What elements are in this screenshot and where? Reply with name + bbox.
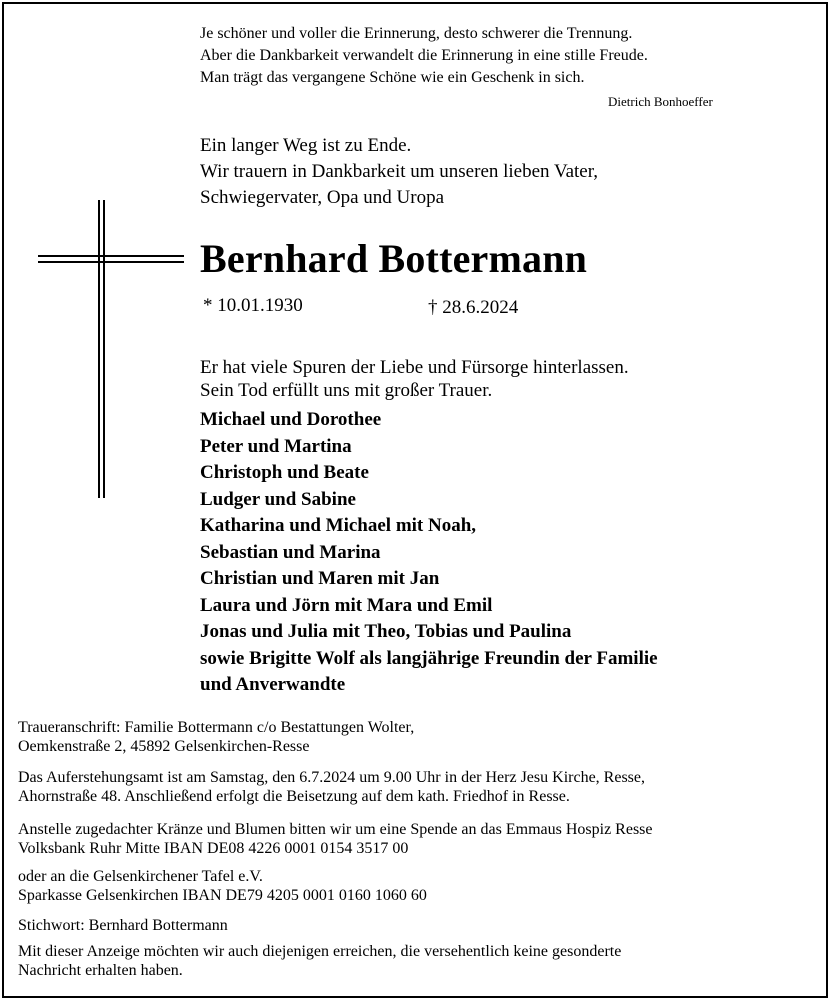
info-line: oder an die Gelsenkirchener Tafel e.V. (18, 868, 263, 885)
notice-text (18, 942, 621, 980)
tribute-line: Er hat viele Spuren der Liebe und Fürsorge hinterlassen. (200, 357, 629, 378)
family-member: Peter und Martina (200, 435, 352, 457)
family-member: Sebastian und Marina (200, 541, 381, 563)
info-line: Volksbank Ruhr Mitte IBAN DE08 4226 0001 0154 3517 00 (18, 840, 409, 857)
death-date: † 28.6.2024 (428, 297, 519, 318)
family-list (200, 407, 658, 699)
info-line: Ahornstraße 48. Anschließend erfolgt die Beisetzung auf dem kath. Friedhof in Resse. (18, 788, 570, 805)
tribute (200, 356, 629, 402)
service-details (18, 768, 645, 806)
cross-icon (98, 200, 105, 498)
family-member: Katharina und Michael mit Noah, (200, 515, 477, 536)
family-member: Ludger und Sabine (200, 488, 356, 510)
info-line: Nachricht erhalten haben. (18, 962, 183, 979)
tafel-details (18, 867, 427, 905)
quote-author: Dietrich Bonhoeffer (608, 94, 713, 109)
family-member: Michael und Dorothee (200, 409, 382, 430)
info-line: Traueranschrift: Familie Bottermann c/o Bestattungen Wolter, (18, 719, 415, 736)
mourning-address (18, 718, 414, 756)
info-line: Sparkasse Gelsenkirchen IBAN DE79 4205 0001 0160 1060 60 (18, 887, 427, 904)
intro-line: Ein langer Weg ist zu Ende. (200, 135, 412, 156)
family-member: Christoph und Beate (200, 462, 369, 483)
quote-line: Aber die Dankbarkeit verwandelt die Erinnerung in eine stille Freude. (200, 47, 648, 64)
family-member: Christian und Maren mit Jan (200, 568, 440, 589)
quote-line: Man trägt das vergangene Schöne wie ein Geschenk in sich. (200, 69, 585, 86)
family-member: Jonas und Julia mit Theo, Tobias und Paulina (200, 621, 572, 642)
deceased-name: Bernhard Bottermann (200, 236, 588, 281)
keyword (18, 916, 228, 935)
info-line: Mit dieser Anzeige möchten wir auch diejenigen erreichen, die versehentlich keine gesonderte (18, 943, 622, 960)
cross-icon-bar (38, 255, 184, 263)
intro-line: Schwiegervater, Opa und Uropa (200, 187, 445, 208)
quote-line: Je schöner und voller die Erinnerung, desto schwerer die Trennung. (200, 25, 633, 42)
info-line: Oemkenstraße 2, 45892 Gelsenkirchen-Resse (18, 738, 310, 755)
info-line: Das Auferstehungsamt ist am Samstag, den 6.7.2024 um 9.00 Uhr in der Herz Jesu Kirche, Resse, (18, 769, 645, 786)
donation-details (18, 820, 653, 858)
info-line: Anstelle zugedachter Kränze und Blumen bitten wir um eine Spende an das Emmaus Hospiz Resse (18, 821, 653, 838)
info-line: Stichwort: Bernhard Bottermann (18, 917, 228, 934)
birth-date: * 10.01.1930 (203, 295, 303, 316)
intro-line: Wir trauern in Dankbarkeit um unseren lieben Vater, (200, 161, 599, 182)
quote (200, 23, 648, 89)
intro (200, 133, 598, 211)
family-member: sowie Brigitte Wolf als langjährige Freundin der Familie (200, 647, 658, 669)
family-member: und Anverwandte (200, 674, 346, 695)
tribute-line: Sein Tod erfüllt uns mit großer Trauer. (200, 380, 493, 401)
family-member: Laura und Jörn mit Mara und Emil (200, 594, 493, 616)
